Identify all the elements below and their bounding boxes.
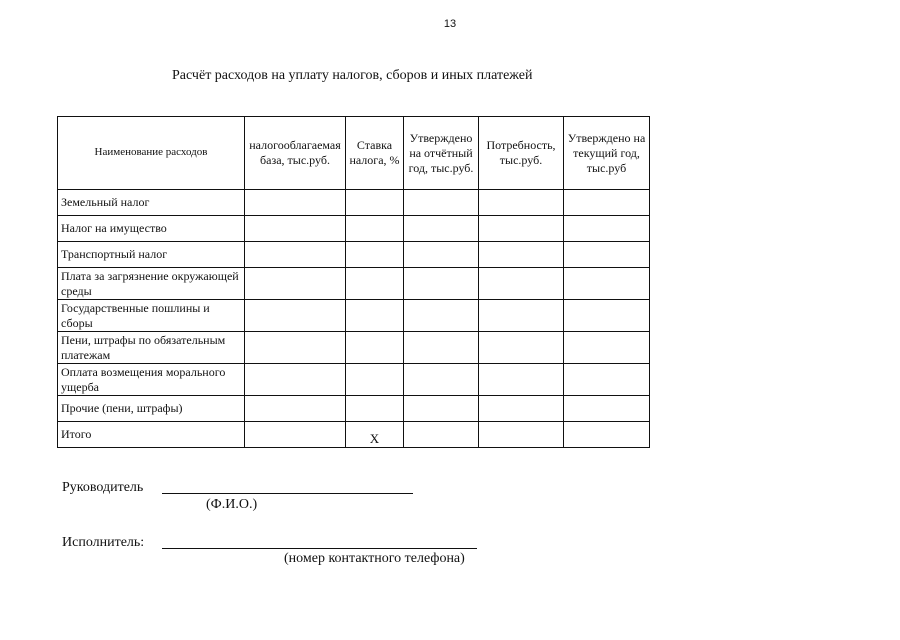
- approved-reporting-cell: [404, 242, 479, 268]
- tax-rate-cell: [346, 396, 404, 422]
- approved-current-cell: [564, 422, 650, 448]
- tax-base-cell: [245, 216, 346, 242]
- requirement-cell: [479, 422, 564, 448]
- table-header-row: [58, 117, 650, 190]
- executor-label: Исполнитель:: [62, 535, 145, 550]
- head-label: Руководитель: [62, 480, 144, 495]
- requirement-cell: [479, 364, 564, 396]
- approved-current-cell: [564, 268, 650, 300]
- tax-base-cell: [245, 190, 346, 216]
- requirement-cell: [479, 216, 564, 242]
- header-expense-name: Наименование расходов: [58, 117, 245, 190]
- tax-rate-cell: [346, 242, 404, 268]
- tax-rate-cell: [346, 190, 404, 216]
- tax-base-cell: [245, 300, 346, 332]
- tax-rate-cell: X: [346, 422, 404, 448]
- row-name: Итого: [58, 422, 245, 448]
- requirement-cell: [479, 300, 564, 332]
- document-title: Расчёт расходов на уплату налогов, сборов и иных платежей: [172, 68, 533, 83]
- tax-expenses-table: [57, 116, 650, 448]
- row-name: Налог на имущество: [58, 216, 245, 242]
- table-row: [58, 396, 650, 422]
- row-name: Плата за загрязнение окружающей среды: [58, 268, 245, 300]
- approved-current-cell: [564, 300, 650, 332]
- table-total-row: [58, 422, 650, 448]
- requirement-cell: [479, 332, 564, 364]
- page-number: 13: [443, 18, 457, 30]
- requirement-cell: [479, 268, 564, 300]
- tax-rate-cell: [346, 268, 404, 300]
- header-tax-rate: Ставка налога, %: [346, 117, 404, 190]
- tax-base-cell: [245, 268, 346, 300]
- approved-current-cell: [564, 216, 650, 242]
- tax-rate-cell: [346, 332, 404, 364]
- requirement-cell: [479, 242, 564, 268]
- approved-reporting-cell: [404, 332, 479, 364]
- approved-current-cell: [564, 364, 650, 396]
- tax-rate-cell: [346, 300, 404, 332]
- tax-base-cell: [245, 422, 346, 448]
- tax-base-cell: [245, 332, 346, 364]
- requirement-cell: [479, 396, 564, 422]
- table-row: [58, 364, 650, 396]
- head-signature-line: [162, 493, 413, 494]
- approved-reporting-cell: [404, 190, 479, 216]
- table-row: [58, 216, 650, 242]
- approved-reporting-cell: [404, 216, 479, 242]
- table-row: [58, 332, 650, 364]
- approved-current-cell: [564, 396, 650, 422]
- tax-base-cell: [245, 242, 346, 268]
- header-requirement: Потребность, тыс.руб.: [479, 117, 564, 190]
- row-name: Транспортный налог: [58, 242, 245, 268]
- approved-current-cell: [564, 190, 650, 216]
- approved-reporting-cell: [404, 268, 479, 300]
- approved-current-cell: [564, 332, 650, 364]
- tax-base-cell: [245, 396, 346, 422]
- executor-phone-hint: (номер контактного телефона): [284, 551, 465, 566]
- header-approved-reporting-year: Утверждено на отчётный год, тыс.руб.: [404, 117, 479, 190]
- header-tax-base: налогооблагаемая база, тыс.руб.: [245, 117, 346, 190]
- row-name: Государственные пошлины и сборы: [58, 300, 245, 332]
- approved-reporting-cell: [404, 364, 479, 396]
- row-name: Прочие (пени, штрафы): [58, 396, 245, 422]
- approved-reporting-cell: [404, 300, 479, 332]
- table-row: [58, 190, 650, 216]
- table-row: [58, 300, 650, 332]
- approved-reporting-cell: [404, 396, 479, 422]
- tax-rate-cell: [346, 364, 404, 396]
- header-approved-current-year: Утверждено на текущий год, тыс.руб: [564, 117, 650, 190]
- row-name: Оплата возмещения морального ущерба: [58, 364, 245, 396]
- executor-signature-line: [162, 548, 477, 549]
- tax-base-cell: [245, 364, 346, 396]
- row-name: Пени, штрафы по обязательным платежам: [58, 332, 245, 364]
- approved-current-cell: [564, 242, 650, 268]
- table-row: [58, 268, 650, 300]
- tax-rate-cell: [346, 216, 404, 242]
- approved-reporting-cell: [404, 422, 479, 448]
- requirement-cell: [479, 190, 564, 216]
- table-row: [58, 242, 650, 268]
- head-name-hint: (Ф.И.О.): [206, 497, 258, 512]
- row-name: Земельный налог: [58, 190, 245, 216]
